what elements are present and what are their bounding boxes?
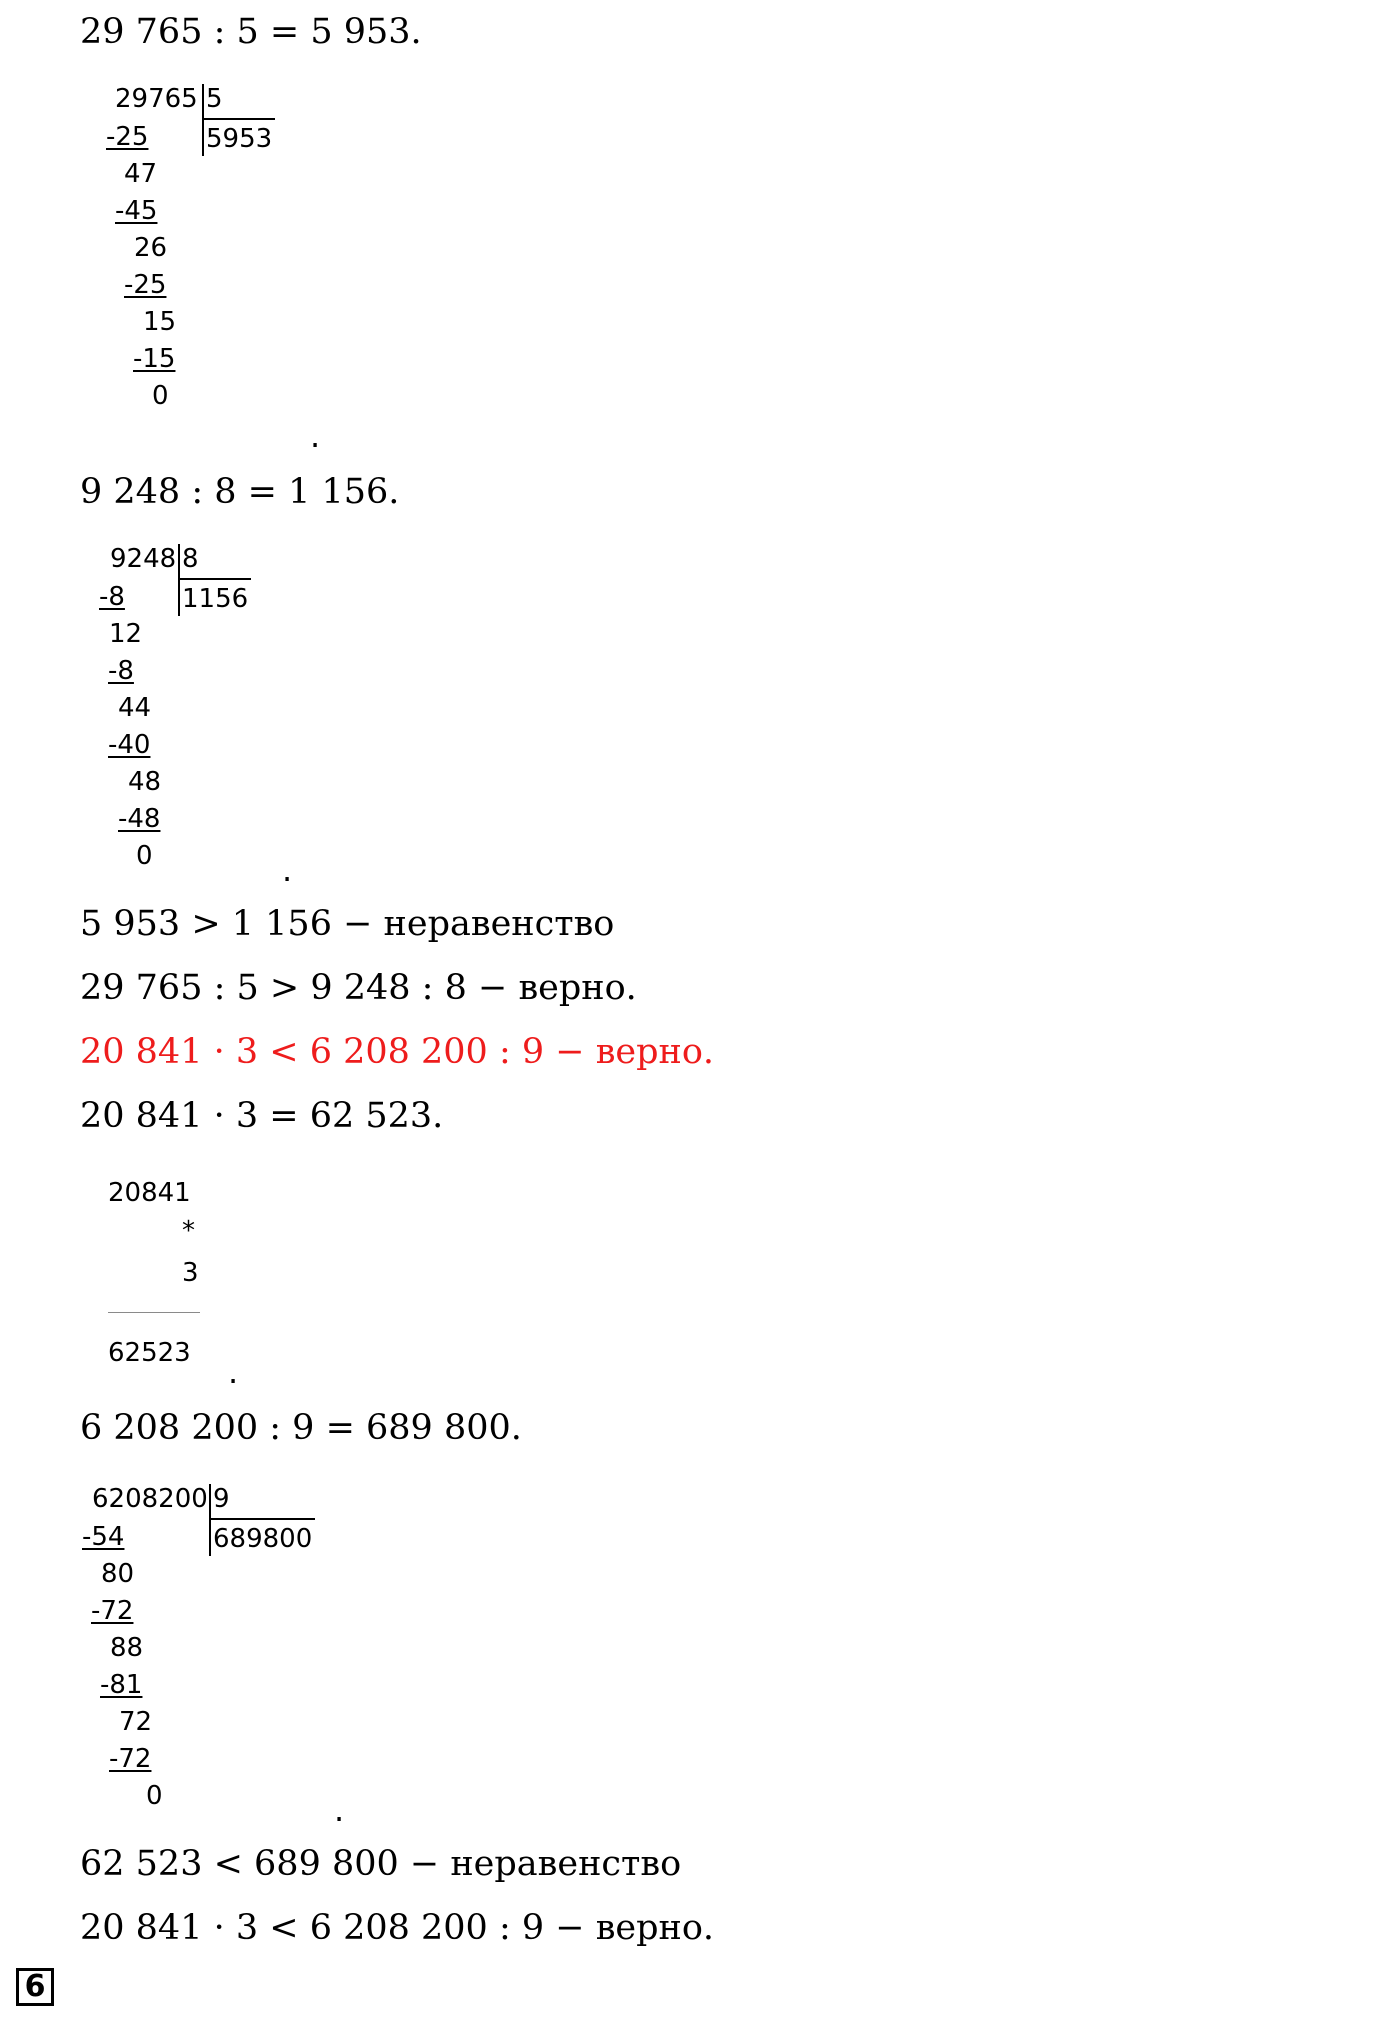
remainder: 12 (109, 619, 143, 649)
period-mark: . (310, 417, 321, 455)
quotient: 689800 (213, 1524, 313, 1554)
product: 62523 (108, 1338, 191, 1368)
subtrahend: -8 (108, 656, 134, 686)
remainder: 80 (101, 1559, 135, 1589)
division-bar (202, 84, 204, 156)
equation-line: 9 248 : 8 = 1 156. (80, 472, 400, 512)
quotient-line (203, 118, 275, 120)
division-bar (178, 544, 180, 616)
remainder: 26 (134, 233, 168, 263)
inequality-line: 5 953 > 1 156 − неравенство (80, 904, 615, 944)
divisor: 9 (213, 1484, 230, 1514)
quotient-line (210, 1518, 315, 1520)
subtrahend: -45 (115, 196, 158, 226)
remainder: 47 (124, 159, 158, 189)
equation-line: 29 765 : 5 = 5 953. (80, 12, 422, 52)
multiply-sign: * (182, 1216, 195, 1246)
divisor: 8 (182, 544, 199, 574)
divisor: 5 (206, 84, 223, 114)
subtrahend: -72 (91, 1596, 134, 1626)
conclusion-line: 29 765 : 5 > 9 248 : 8 − верно. (80, 968, 637, 1008)
inequality-line: 62 523 < 689 800 − неравенство (80, 1844, 682, 1884)
subtrahend: -40 (108, 730, 151, 760)
quotient: 5953 (206, 124, 273, 154)
product-line (108, 1312, 200, 1313)
dividend: 9248 (110, 544, 177, 574)
subtrahend: -15 (133, 344, 176, 374)
period-mark: . (228, 1353, 239, 1391)
remainder: 48 (128, 767, 162, 797)
dividend: 6208200 (92, 1484, 208, 1514)
section-number-box: 6 (16, 1968, 54, 2006)
subtrahend: -48 (118, 804, 161, 834)
subtrahend: -25 (124, 270, 167, 300)
equation-line: 6 208 200 : 9 = 689 800. (80, 1408, 522, 1448)
subtrahend: -25 (106, 122, 149, 152)
multiplicand: 20841 (108, 1178, 191, 1208)
quotient-line (179, 578, 251, 580)
subtrahend: -8 (99, 582, 125, 612)
period-mark: . (282, 851, 293, 889)
final-remainder: 0 (152, 381, 169, 411)
subtrahend: -72 (109, 1744, 152, 1774)
remainder: 44 (118, 693, 152, 723)
subtrahend: -54 (82, 1522, 125, 1552)
final-remainder: 0 (136, 841, 153, 871)
division-bar (209, 1484, 211, 1556)
highlighted-task-line: 20 841 · 3 < 6 208 200 : 9 − верно. (80, 1032, 715, 1072)
remainder: 15 (143, 307, 177, 337)
quotient: 1156 (182, 584, 249, 614)
conclusion-line: 20 841 · 3 < 6 208 200 : 9 − верно. (80, 1908, 715, 1948)
multiplier: 3 (182, 1258, 199, 1288)
subtrahend: -81 (100, 1670, 143, 1700)
dividend: 29765 (115, 84, 198, 114)
remainder: 88 (110, 1633, 144, 1663)
equation-line: 20 841 · 3 = 62 523. (80, 1096, 444, 1136)
final-remainder: 0 (146, 1781, 163, 1811)
remainder: 72 (119, 1707, 153, 1737)
period-mark: . (334, 1791, 345, 1829)
